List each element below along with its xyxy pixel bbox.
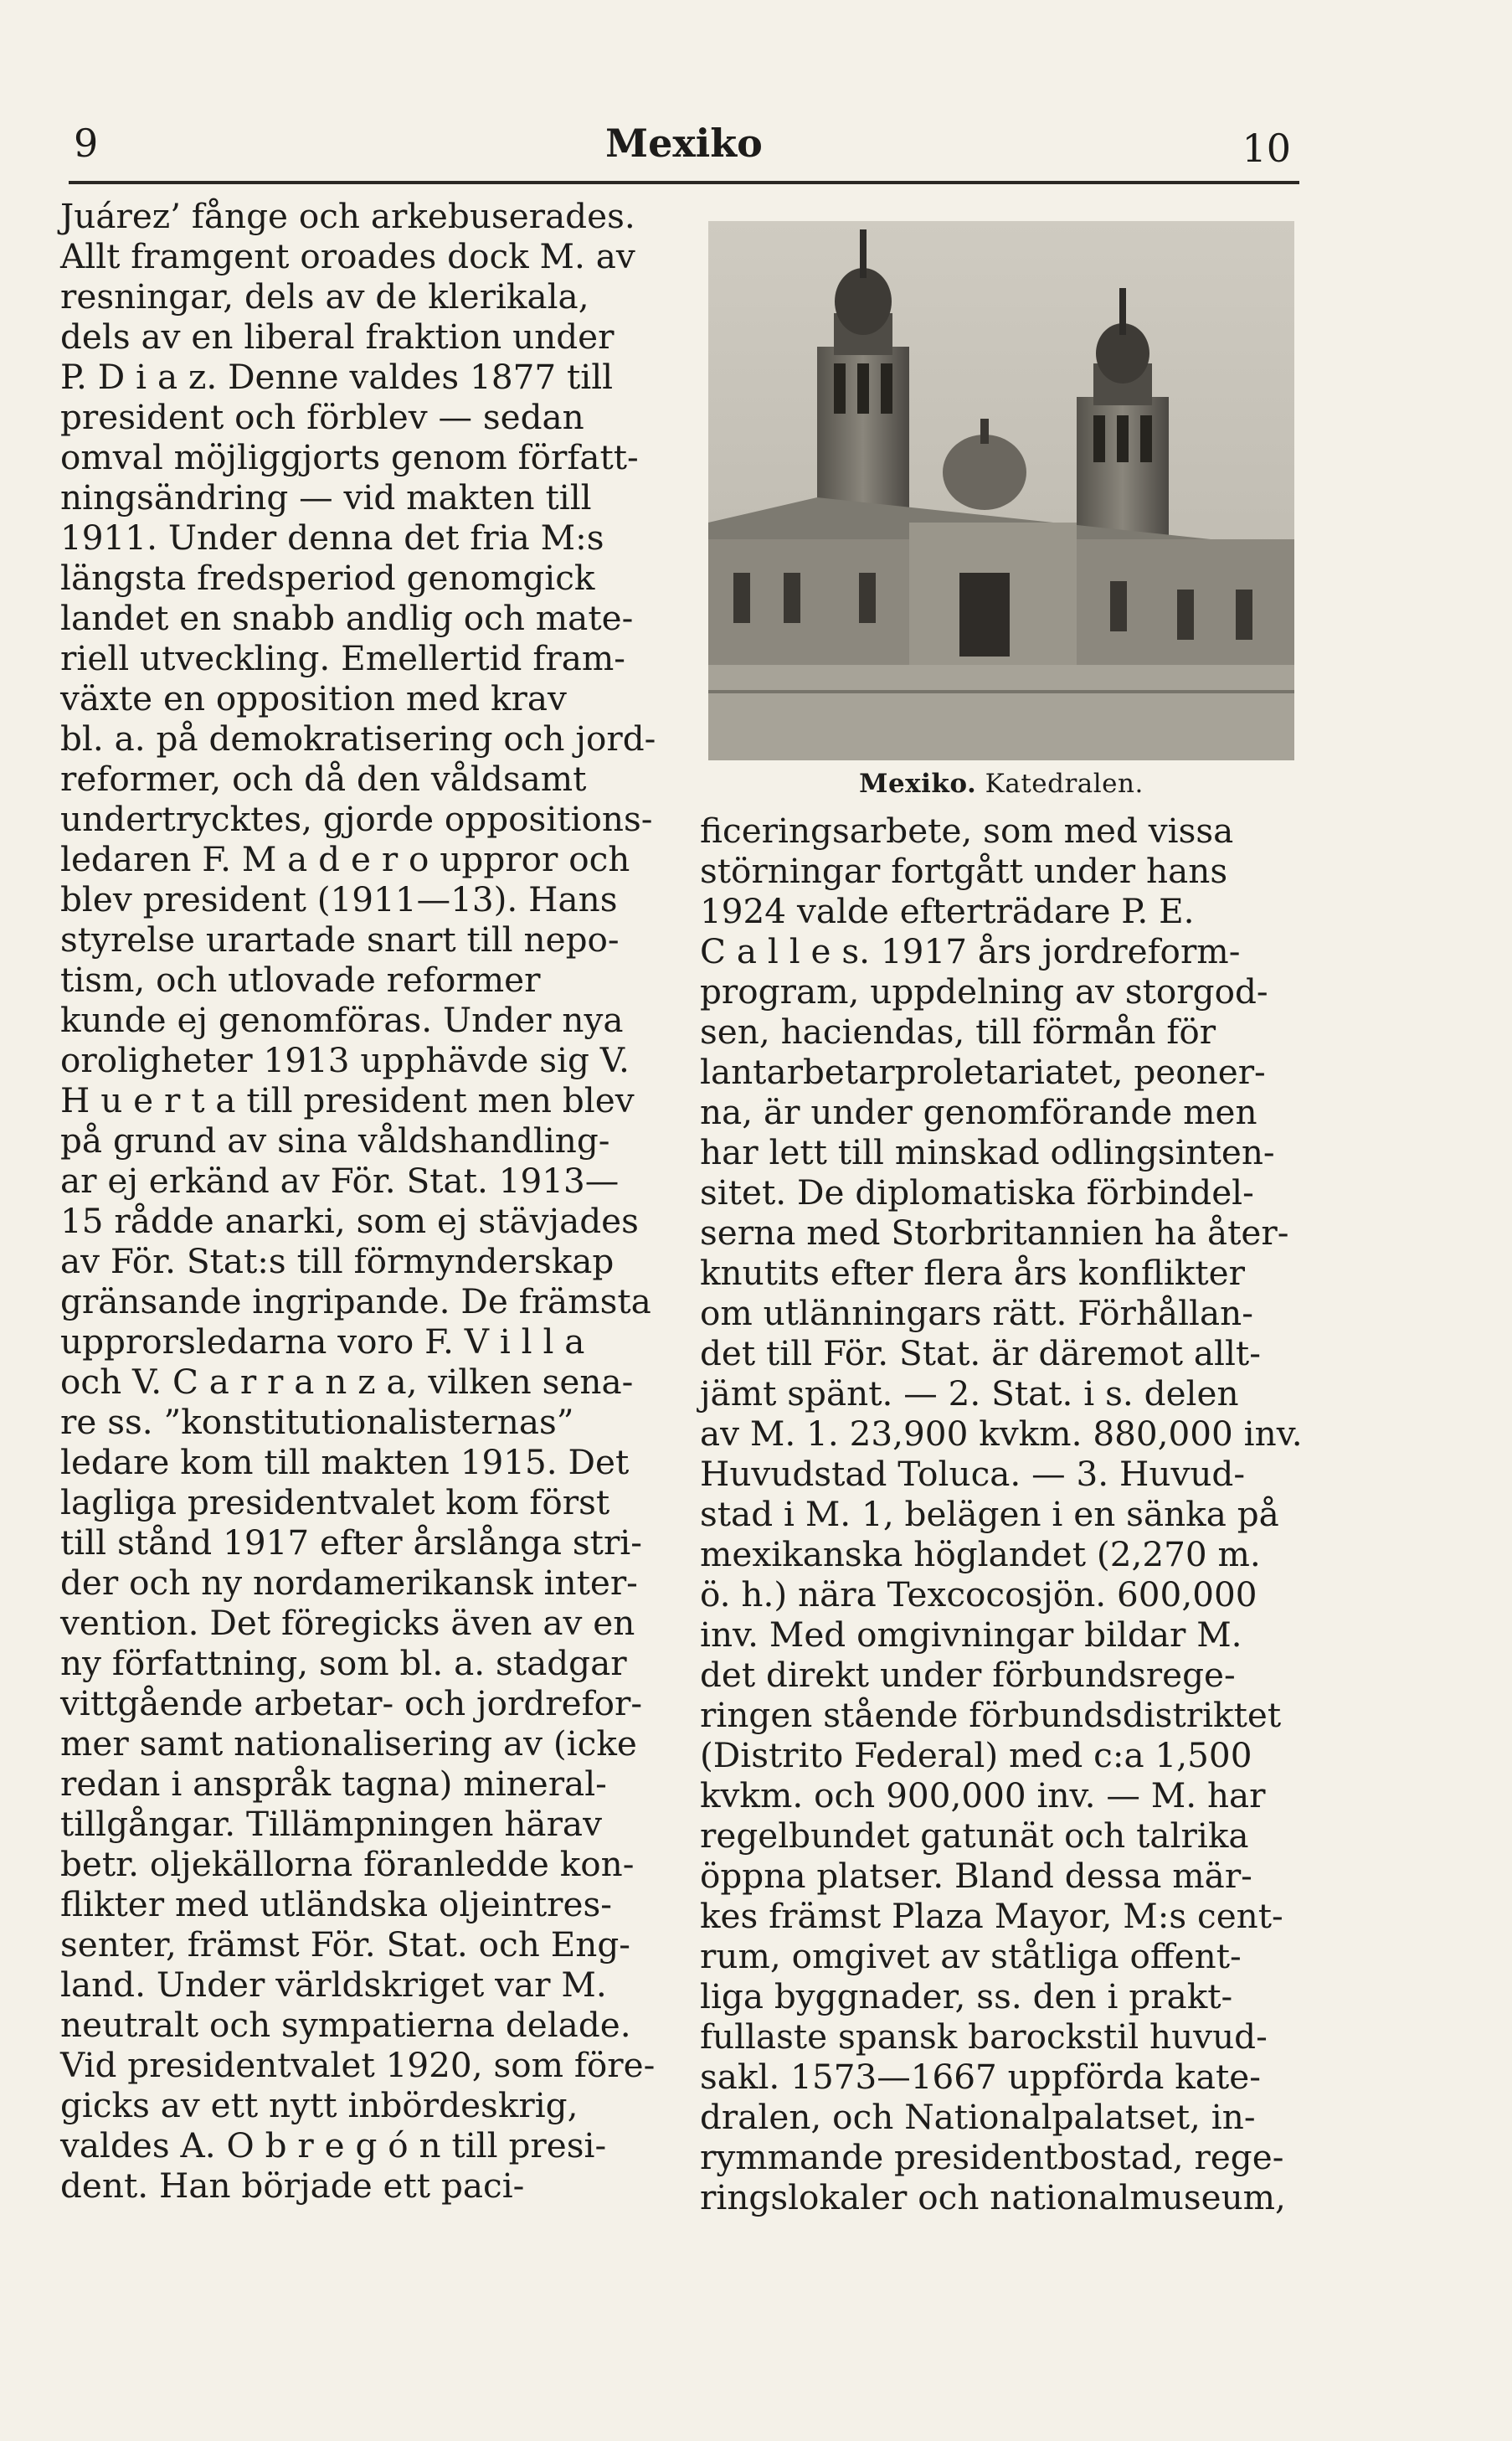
text-line: valdes A. O b r e g ó n till presi- — [60, 2125, 607, 2165]
text-line: C a l l e s. 1917 års jordreform- — [700, 931, 1241, 971]
text-line: oroligheter 1913 upphävde sig V. — [60, 1040, 630, 1080]
text-line: blev president (1911—13). Hans — [60, 879, 618, 919]
text-line: P. D i a z. Denne valdes 1877 till — [60, 357, 614, 397]
text-line: flikter med utländska oljeintres- — [60, 1884, 612, 1924]
text-line: fullaste spansk barockstil huvud- — [700, 2016, 1268, 2057]
text-line: (Distrito Federal) med c:a 1,500 — [700, 1735, 1252, 1775]
text-line: dels av en liberal fraktion under — [60, 317, 615, 357]
text-line: vention. Det föregicks även av en — [60, 1603, 635, 1643]
text-line: ledare kom till makten 1915. Det — [60, 1442, 630, 1482]
text-line: av För. Stat:s till förmynderskap — [60, 1241, 615, 1281]
text-line: vittgående arbetar- och jordrefor- — [60, 1683, 643, 1723]
text-line: till stånd 1917 efter årslånga stri- — [60, 1522, 642, 1563]
running-header — [69, 116, 1299, 174]
text-line: kvkm. och 900,000 inv. — M. har — [700, 1775, 1266, 1815]
text-line: ny författning, som bl. a. stadgar — [60, 1643, 627, 1683]
text-line: omval möjliggjorts genom författ- — [60, 437, 639, 477]
text-line: öppna platser. Bland dessa mär- — [700, 1856, 1252, 1896]
text-line: mer samt nationalisering av (icke — [60, 1723, 637, 1764]
text-line: na, är under genomförande men — [700, 1092, 1257, 1132]
text-line: ficeringsarbete, som med vissa — [700, 811, 1234, 851]
text-line: 1924 valde efterträdare P. E. — [700, 891, 1195, 931]
page-number-right: 10 — [1242, 126, 1291, 171]
text-line: dent. Han började ett paci- — [60, 2165, 525, 2206]
text-line: och V. C a r r a n z a, vilken sena- — [60, 1362, 634, 1402]
text-line: det till För. Stat. är däremot allt- — [700, 1333, 1261, 1373]
text-line: längsta fredsperiod genomgick — [60, 558, 595, 598]
text-line: 1911. Under denna det fria M:s — [60, 518, 604, 558]
text-line: ar ej erkänd av För. Stat. 1913— — [60, 1161, 620, 1201]
text-line: reformer, och då den våldsamt — [60, 759, 587, 799]
text-line: rymmande presidentbostad, rege- — [700, 2137, 1284, 2177]
text-line: mexikanska höglandet (2,270 m. — [700, 1534, 1261, 1574]
text-line: landet en snabb andlig och mate- — [60, 598, 634, 638]
text-line: ringslokaler och nationalmuseum, — [700, 2177, 1286, 2217]
text-line: upprorsledarna voro F. V i l l a — [60, 1321, 585, 1362]
text-line: sen, haciendas, till förmån för — [700, 1012, 1216, 1052]
figure-caption — [708, 769, 1294, 799]
text-line: Vid presidentvalet 1920, som före- — [60, 2045, 656, 2085]
text-line: senter, främst För. Stat. och Eng- — [60, 1924, 630, 1965]
text-line: ningsändring — vid makten till — [60, 477, 592, 518]
text-line: av M. 1. 23,900 kvkm. 880,000 inv. — [700, 1414, 1303, 1454]
text-line: resningar, dels av de klerikala, — [60, 276, 589, 317]
text-line: undertrycktes, gjorde oppositions- — [60, 799, 653, 839]
text-line: president och förblev — sedan — [60, 397, 584, 437]
text-line: om utlänningars rätt. Förhållan- — [700, 1293, 1253, 1333]
text-line: ringen stående förbundsdistriktet — [700, 1695, 1282, 1735]
text-line: bl. a. på demokratisering och jord- — [60, 718, 656, 759]
text-line: störningar fortgått under hans — [700, 851, 1228, 891]
text-line: Allt framgent oroades dock M. av — [60, 236, 635, 276]
text-line: inv. Med omgivningar bildar M. — [700, 1614, 1242, 1655]
text-line: Juárez’ fånge och arkebuserades. — [60, 196, 635, 236]
text-line: kunde ej genomföras. Under nya — [60, 1000, 624, 1040]
text-line: knutits efter flera års konflikter — [700, 1253, 1245, 1293]
text-line: gicks av ett nytt inbördeskrig, — [60, 2085, 579, 2125]
text-line: der och ny nordamerikansk inter- — [60, 1563, 638, 1603]
text-line: rum, omgivet av ståtliga offent- — [700, 1936, 1242, 1976]
text-line: lagliga presidentvalet kom först — [60, 1482, 610, 1522]
text-line: det direkt under förbundsrege- — [700, 1655, 1236, 1695]
right-column-text — [700, 811, 1303, 2217]
text-line: neutralt och sympatierna delade. — [60, 2005, 631, 2045]
text-line: ö. h.) nära Texcocosjön. 600,000 — [700, 1574, 1257, 1614]
text-line: 15 rådde anarki, som ej stävjades — [60, 1201, 639, 1241]
text-line: på grund av sina våldshandling- — [60, 1120, 610, 1161]
text-line: jämt spänt. — 2. Stat. i s. delen — [700, 1373, 1239, 1414]
caption-subtitle: Katedralen. — [976, 769, 1144, 799]
text-line: ledaren F. M a d e r o uppror och — [60, 839, 630, 879]
text-line: liga byggnader, ss. den i prakt- — [700, 1976, 1233, 2016]
text-line: lantarbetarproletariatet, peoner- — [700, 1052, 1266, 1092]
text-line: gränsande ingripande. De främsta — [60, 1281, 651, 1321]
text-line: re ss. ”konstitutionalisternas” — [60, 1402, 574, 1442]
text-line: H u e r t a till president men blev — [60, 1080, 635, 1120]
text-line: riell utveckling. Emellertid fram- — [60, 638, 625, 678]
cathedral-photo — [708, 221, 1294, 760]
text-line: redan i anspråk tagna) mineral- — [60, 1764, 607, 1804]
caption-title: Mexiko. — [859, 769, 977, 799]
text-line: växte en opposition med krav — [60, 678, 567, 718]
text-line: regelbundet gatunät och talrika — [700, 1815, 1249, 1856]
text-line: Huvudstad Toluca. — 3. Huvud- — [700, 1454, 1246, 1494]
text-line: styrelse urartade snart till nepo- — [60, 919, 620, 960]
text-line: tillgångar. Tillämpningen härav — [60, 1804, 602, 1844]
left-column-text — [60, 196, 663, 2206]
text-line: har lett till minskad odlingsinten- — [700, 1132, 1275, 1172]
text-line: sakl. 1573—1667 uppförda kate- — [700, 2057, 1261, 2097]
running-title: Mexiko — [605, 121, 763, 166]
text-line: dralen, och Nationalpalatset, in- — [700, 2097, 1256, 2137]
text-line: stad i M. 1, belägen i en sänka på — [700, 1494, 1279, 1534]
text-line: land. Under världskriget var M. — [60, 1965, 607, 2005]
text-line: betr. oljekällorna föranledde kon- — [60, 1844, 635, 1884]
header-rule — [69, 181, 1299, 184]
page-number-left: 9 — [74, 121, 99, 166]
text-line: tism, och utlovade reformer — [60, 960, 541, 1000]
text-line: kes främst Plaza Mayor, M:s cent- — [700, 1896, 1283, 1936]
text-line: sitet. De diplomatiska förbindel- — [700, 1172, 1254, 1213]
text-line: serna med Storbritannien ha åter- — [700, 1213, 1289, 1253]
text-line: program, uppdelning av storgod- — [700, 971, 1268, 1012]
